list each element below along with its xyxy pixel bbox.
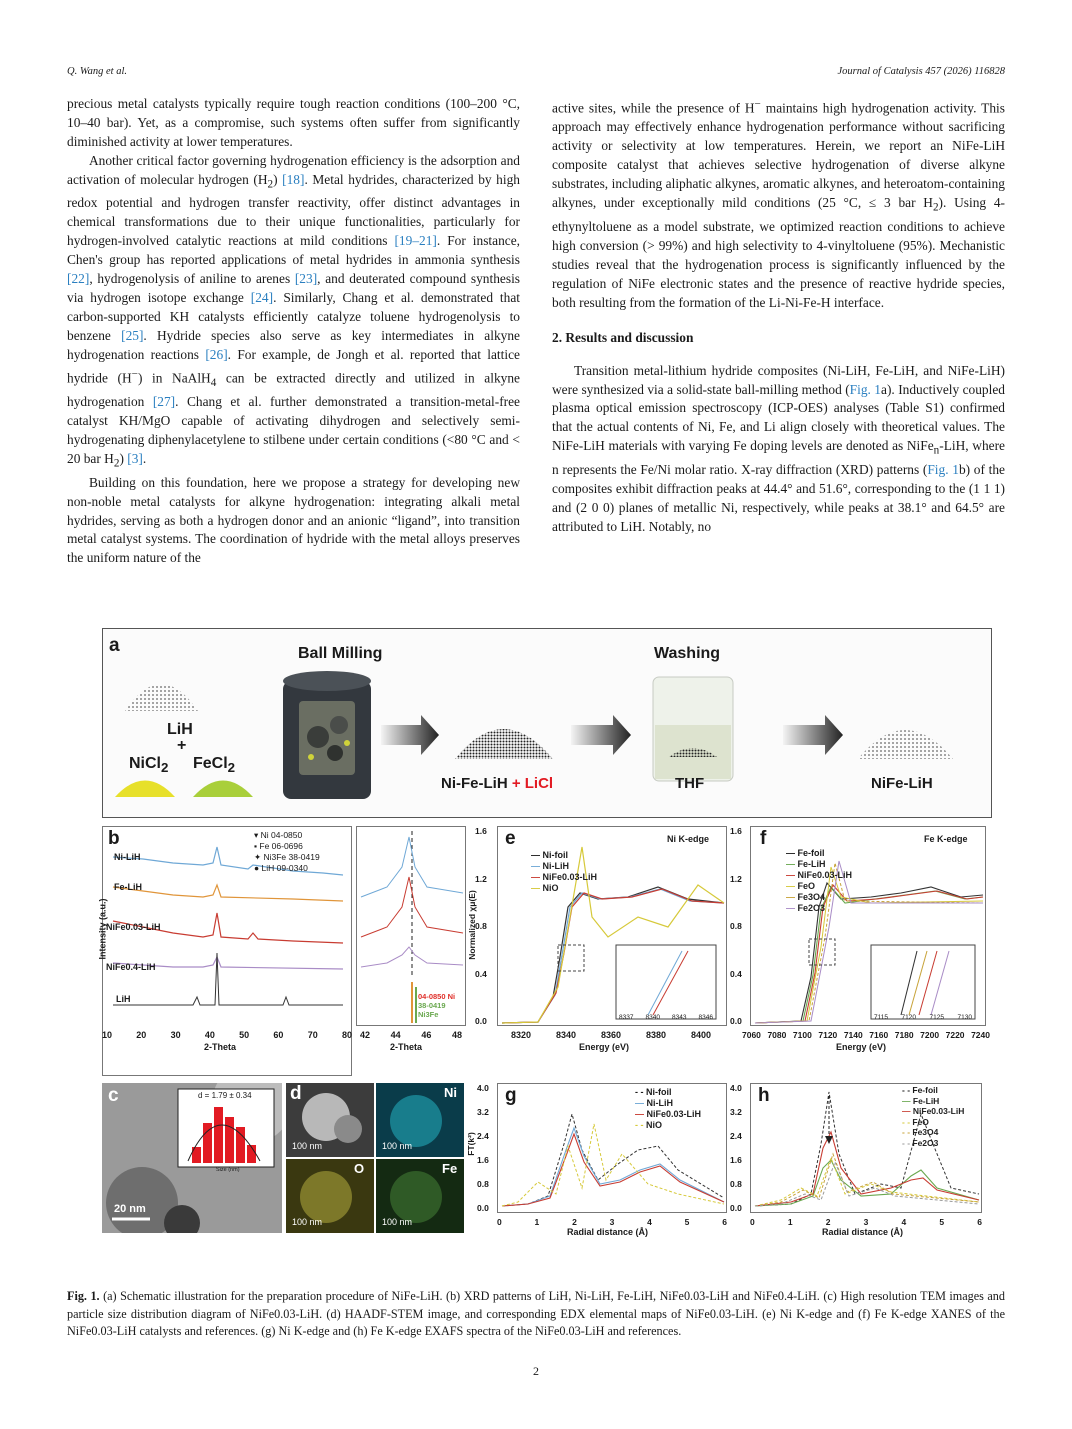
ni-fe-lih-powder-pile (455, 729, 553, 759)
paragraph: Building on this foundation, here we propose a strategy for developing new non-noble metal catalysts for alkyne hydrogenation: integrating alkali metal hydrides, serving as both a hydrogen donor and an anionic “ligand”, into transition metal catalyst systems. The coordination of hydride with the metal alloys preserves the uniform nature of the (67, 474, 520, 566)
x-tick-label: 60 (273, 1030, 284, 1040)
y-tick-label: 0.8 (730, 1179, 742, 1189)
washing-label: Washing (654, 645, 721, 662)
panel-d-edx (286, 1083, 464, 1233)
x-tick-label: 6 (977, 1217, 982, 1227)
legend-entry: — Fe-LiH (902, 1095, 940, 1106)
legend-entry: — Fe-foil (786, 848, 825, 858)
figure-link[interactable]: Fig. 1 (849, 381, 882, 397)
scale-bar-label: 100 nm (292, 1217, 323, 1227)
thf-label: THF (675, 775, 705, 792)
x-tick-label: 5 (939, 1217, 945, 1227)
x-axis-label: Radial distance (Å) (822, 1227, 904, 1237)
y-tick-label: 0.0 (730, 1016, 742, 1026)
inset-tick-label: 7125 (929, 1014, 944, 1021)
y-tick-label: 4.0 (477, 1083, 489, 1093)
panel-b-zoom (356, 826, 466, 1076)
left-column (67, 95, 520, 568)
legend-entry: — NiFe0.03-LiH (786, 870, 853, 880)
series-label: NiFe0.03-LiH (106, 922, 161, 932)
panel-label: b (108, 828, 120, 849)
y-tick-label: 0.8 (475, 921, 487, 931)
panel-c-tem (102, 1083, 282, 1233)
legend-entry: - - NiO (635, 1120, 663, 1130)
citation-link[interactable]: [22] (67, 271, 90, 287)
panel-label: c (108, 1085, 119, 1106)
y-tick-label: 1.6 (475, 826, 487, 836)
inset-tick-label: 8340 (645, 1014, 660, 1021)
y-axis-label: Normalized χμ(E) (466, 890, 477, 960)
inset-tick-label: 8343 (672, 1014, 687, 1021)
x-tick-label: 7060 (742, 1030, 761, 1040)
series-label: NiFe0.4-LiH (106, 962, 156, 972)
x-tick-label: 7100 (792, 1030, 812, 1040)
y-tick-label: 0.0 (730, 1203, 742, 1213)
x-tick-label: 7180 (894, 1030, 914, 1040)
x-tick-label: 7140 (843, 1030, 863, 1040)
panel-g-ni-exafs (465, 1083, 727, 1238)
inset-title: d = 1.79 ± 0.34 (198, 1091, 252, 1100)
inset-tick-label: 7120 (901, 1014, 916, 1021)
legend-entry: - - FeO (902, 1116, 929, 1127)
page-number: 2 (533, 1364, 539, 1378)
legend-entry: - - Fe-foil (902, 1085, 938, 1095)
element-map-label: Fe (442, 1161, 458, 1176)
x-tick-label: 8400 (690, 1030, 711, 1040)
inset-x-axis-label: Size (nm) (216, 1167, 240, 1173)
x-axis-label: Energy (eV) (836, 1042, 887, 1052)
x-tick-label: 20 (136, 1030, 147, 1040)
nife-lih-powder-pile (858, 730, 953, 759)
x-tick-label: 1 (534, 1217, 540, 1227)
series-label: Ni-LiH (114, 852, 141, 862)
x-tick-label: 42 (360, 1030, 371, 1040)
panel-h-fe-exafs (730, 1083, 982, 1238)
x-tick-label: 44 (390, 1030, 401, 1040)
legend-entry: — Ni-foil (531, 850, 569, 860)
paragraph: precious metal catalysts typically require tough reaction conditions (100–200 °C, 10–40 bar). Yet, as a compromise, such systems often suffer from significantly diminished activity at lower temperatures. (67, 96, 520, 149)
legend-entry: - - Fe2O3 (902, 1137, 939, 1148)
series-label: LiH (116, 994, 131, 1004)
reference-label: 04-0850 Ni (418, 992, 456, 1001)
panel-label: e (505, 828, 516, 849)
scale-bar-label: 100 nm (292, 1141, 323, 1151)
inset-tick-label: 7130 (957, 1014, 972, 1021)
x-tick-label: 7220 (945, 1030, 965, 1040)
y-tick-label: 0.0 (475, 1016, 487, 1026)
y-tick-label: 1.2 (475, 873, 487, 884)
x-tick-label: 8320 (511, 1030, 532, 1040)
legend-entry: — NiFe0.03-LiH (635, 1109, 702, 1119)
x-tick-label: 2 (825, 1217, 831, 1227)
panel-b-xrd (97, 826, 352, 1076)
x-tick-label: 0 (750, 1217, 755, 1227)
panel-label: a (109, 635, 120, 656)
element-map-label: O (354, 1161, 365, 1176)
scale-bar-label: 100 nm (382, 1217, 413, 1227)
citation-link[interactable]: [23] (294, 271, 318, 287)
legend-entry: - - Ni-foil (635, 1087, 672, 1097)
x-tick-label: 7200 (920, 1030, 940, 1040)
inset-tick-label: 8337 (619, 1014, 634, 1021)
right-column (552, 95, 1005, 537)
legend-entry: ▾ Ni 04-0850 (254, 830, 303, 840)
figure-1 (97, 628, 990, 1238)
x-tick-label: 7240 (971, 1030, 990, 1040)
y-axis-label: Intensity (a.u.) (97, 898, 108, 960)
y-tick-label: 1.6 (730, 826, 742, 836)
citation-link[interactable]: [25] (121, 328, 144, 344)
paragraph: Another critical factor governing hydrogenation efficiency is the adsorption and activation of molecular hydrogen $(H_2)$ [18]. Metal hydrides, characterized by high redox potential and hydrogen transfer reactivity, offer distinct advantages in chemical transformations due to their unique functionalities, particularly for hydrogen-involved catalytic reactions at mild conditions [19–21]. For instance, Chen's group has reported applications of metal hydrides in ammonia synthesis [22], hydrogenolysis of aniline to arenes [23], and deuterated compound synthesis via hydrogen isotope exchange [24]. Similarly, Chang et al. demonstrated that carbon-supported KH catalysts efficiently catalyze toluene hydrogenolysis to benzene [25]. Hydride species also serve as key intermediates in alkyne hydrogenation reactions [26]. For example, de Jongh et al. reported that lattice hydride (H−) in NaAlH$_4$ can be extracted directly and utilized in alkyne hydrogenation [27]. Chang et al. further demonstrated a transition-metal-free catalyst KH/MgO capable of activating dihydrogen and selectively semi-hydrogenating diphenylacetylene to stilbene under certain conditions (<80 °C and < 20 bar $H_2$) [3]. (67, 152, 521, 470)
paragraph: Transition metal-lithium hydride composites (Ni-LiH, Fe-LiH, and NiFe-LiH) were synthesized via a solid-state ball-milling method (Fig. 1a). Inductively coupled plasma optical emission spectroscopy (ICP-OES) analyses (Table S1) confirmed that the actual contents of Ni, Fe, and Li align closely with theoretical values. The NiFe-LiH materials with varying Fe doping levels are denoted as NiFe$_n$-LiH, where n represents the Fe/Ni molar ratio. X-ray diffraction (XRD) patterns (Fig. 1b) of the composites exhibit diffraction peaks at 44.4° and 51.6°, corresponding to the (1 1 1) and (2 0 0) planes of metallic Ni, respectively, while peaks at 38.1° and 64.5° are attributed to LiH. Notably, no (552, 362, 1005, 534)
lih-label: LiH (167, 721, 193, 738)
citation-link[interactable]: [27] (152, 394, 176, 410)
x-tick-label: 2 (572, 1217, 577, 1227)
caption-label: Fig. 1. (67, 1289, 100, 1303)
scale-bar-label: 20 nm (114, 1203, 146, 1215)
x-tick-label: 3 (609, 1217, 615, 1227)
xrd-legend (254, 830, 320, 874)
y-axis-label: FT(k²) (465, 1132, 476, 1156)
chart-title: Fe K-edge (924, 834, 968, 844)
figure-link[interactable]: Fig. 1 (927, 462, 959, 478)
legend-entry: ▪ Fe 06-0696 (254, 841, 303, 851)
y-tick-label: 1.6 (477, 1155, 489, 1165)
y-tick-label: 3.2 (730, 1107, 742, 1117)
legend-entry: — NiO (531, 883, 559, 893)
x-tick-label: 8380 (645, 1030, 666, 1040)
x-tick-label: 4 (901, 1217, 907, 1227)
fecl2-label: FeCl$_2$ (193, 755, 236, 776)
running-header-authors: Q. Wang et al. (67, 66, 127, 77)
legend-entry: — Fe2O3 (786, 903, 826, 913)
panel-label: g (505, 1085, 517, 1106)
legend-entry: - - Fe3O4 (902, 1127, 939, 1137)
y-tick-label: 0.8 (477, 1179, 489, 1189)
x-tick-label: 0 (497, 1217, 502, 1227)
x-tick-label: 10 (102, 1030, 113, 1040)
citation-link[interactable]: [26] (205, 347, 228, 363)
reference-label: 38-0419 Ni3Fe (418, 1001, 446, 1019)
y-tick-label: 2.4 (730, 1131, 742, 1141)
ball-mill-jar-icon (283, 671, 371, 799)
x-axis-label: 2-Theta (390, 1042, 423, 1052)
legend-entry: — FeO (786, 881, 816, 891)
x-tick-label: 7120 (818, 1030, 838, 1040)
x-tick-label: 80 (341, 1030, 352, 1040)
x-tick-label: 46 (421, 1030, 432, 1040)
beaker-icon (653, 677, 733, 781)
panel-e-ni-xanes (466, 826, 727, 1076)
legend-entry: — Fe3O4 (786, 892, 826, 902)
citation-link[interactable]: [3] (127, 450, 143, 466)
citation-link[interactable]: [18] (282, 171, 305, 187)
legend-entry: — NiFe0.03-LiH (902, 1106, 965, 1116)
nife-lih-label: NiFe-LiH (871, 775, 933, 792)
element-map-label: Ni (444, 1085, 457, 1100)
y-tick-label: 0.4 (730, 968, 742, 979)
inset-tick-label: 8346 (698, 1014, 713, 1021)
legend-entry: — NiFe0.03-LiH (531, 872, 598, 882)
series-label: Fe-LiH (114, 882, 142, 892)
scale-bar-label: 100 nm (382, 1141, 413, 1151)
panel-label: f (760, 828, 767, 849)
x-tick-label: 7080 (767, 1030, 787, 1040)
panel-label: h (758, 1085, 770, 1106)
figure-caption (67, 1288, 1005, 1341)
arrow-icon (571, 715, 631, 755)
legend-entry: — Fe-LiH (786, 859, 826, 869)
x-tick-label: 48 (451, 1030, 462, 1040)
panel-f-fe-xanes (730, 826, 990, 1076)
y-tick-label: 2.4 (477, 1131, 489, 1141)
y-tick-label: 0.8 (730, 921, 742, 931)
y-tick-label: 0.4 (475, 968, 487, 979)
inset-tick-label: 7115 (874, 1014, 888, 1021)
chart-title: Ni K-edge (667, 834, 710, 844)
running-header-journal: Journal of Catalysis 457 (2026) 116828 (837, 66, 1005, 77)
legend-entry: ● LiH 09-0340 (254, 863, 308, 873)
x-tick-label: 30 (170, 1030, 181, 1040)
x-tick-label: 50 (239, 1030, 250, 1040)
x-tick-label: 8340 (555, 1030, 577, 1040)
panel-a-schematic (102, 628, 992, 818)
x-axis-label: Energy (eV) (579, 1042, 630, 1052)
nicl2-label: NiCl$_2$ (129, 755, 169, 776)
legend-entry: — Ni-LiH (635, 1098, 674, 1108)
nicl2-powder-pile (115, 781, 175, 798)
ni-fe-lih-licl-label: Ni-Fe-LiH + LiCl (441, 775, 554, 792)
caption-text: (a) Schematic illustration for the preparation procedure of NiFe-LiH. (b) XRD patterns of LiH, Ni-LiH, Fe-LiH, NiFe0.03-LiH and NiFe0.4-LiH. (c) High resolution TEM images and particle size distribution diagram of NiFe0.03-LiH. (d) HAADF-STEM image, and corresponding EDX elemental maps of NiFe0.03-LiH. (e) Ni K-edge and (f) Fe K-edge XANES of the NiFe0.03-LiH catalysts and references. (g) Ni K-edge and (h) Fe K-edge EXAFS spectra of the NiFe0.03-LiH and references. (67, 1289, 1005, 1338)
x-tick-label: 40 (204, 1030, 215, 1040)
y-tick-label: 4.0 (730, 1083, 742, 1093)
y-tick-label: 0.0 (477, 1203, 489, 1213)
fecl2-powder-pile (193, 781, 253, 798)
y-tick-label: 1.2 (730, 873, 742, 884)
lih-powder-pile (125, 684, 198, 711)
arrow-icon (381, 715, 439, 755)
x-tick-label: 7160 (869, 1030, 889, 1040)
plus-label: + (177, 737, 187, 754)
x-tick-label: 4 (647, 1217, 652, 1227)
panel-label: d (290, 1083, 302, 1104)
x-tick-label: 6 (722, 1217, 727, 1227)
citation-link[interactable]: [19–21] (394, 233, 437, 249)
legend-entry: ✦ Ni3Fe 38-0419 (254, 852, 320, 862)
arrow-icon (783, 715, 843, 755)
x-tick-label: 70 (307, 1030, 318, 1040)
x-tick-label: 5 (684, 1217, 690, 1227)
x-tick-label: 8360 (600, 1030, 621, 1040)
section-heading: 2. Results and discussion (552, 329, 694, 345)
paragraph: active sites, while the presence of H− maintains high hydrogenation activity. This approach may effectively enhance hydrogenation performance without sacrificing activity or selectivity at low temperatures. Herein, we report an NiFe-LiH composite catalyst that achieves selective hydrogenation of diverse alkyne substrates, including aliphatic alkynes, aromatic alkynes, and heteroatom-containing alkynes, under exceptionally mild conditions (25 °C, ≤ 3 bar $H_2$). Using 4-ethynyltoluene as a model substrate, we optimized reaction conditions to achieve high conversion (> 99%) and high selectivity to 4-vinyltoluene (95%). Mechanistic studies reveal that the hydrogenation process is significantly influenced by the regulation of NiFe electronic states and the presence of reactive hydride species, both resulting from the formation of the Li-Ni-Fe-H interface. (552, 98, 1005, 310)
x-axis-label: 2-Theta (204, 1042, 237, 1052)
x-axis-label: Radial distance (Å) (567, 1227, 649, 1237)
y-tick-label: 3.2 (477, 1107, 489, 1117)
x-tick-label: 1 (787, 1217, 793, 1227)
ball-milling-label: Ball Milling (298, 645, 383, 662)
legend-entry: — Ni-LiH (531, 861, 570, 871)
y-tick-label: 1.6 (730, 1155, 742, 1165)
citation-link[interactable]: [24] (250, 290, 274, 306)
x-tick-label: 3 (863, 1217, 869, 1227)
